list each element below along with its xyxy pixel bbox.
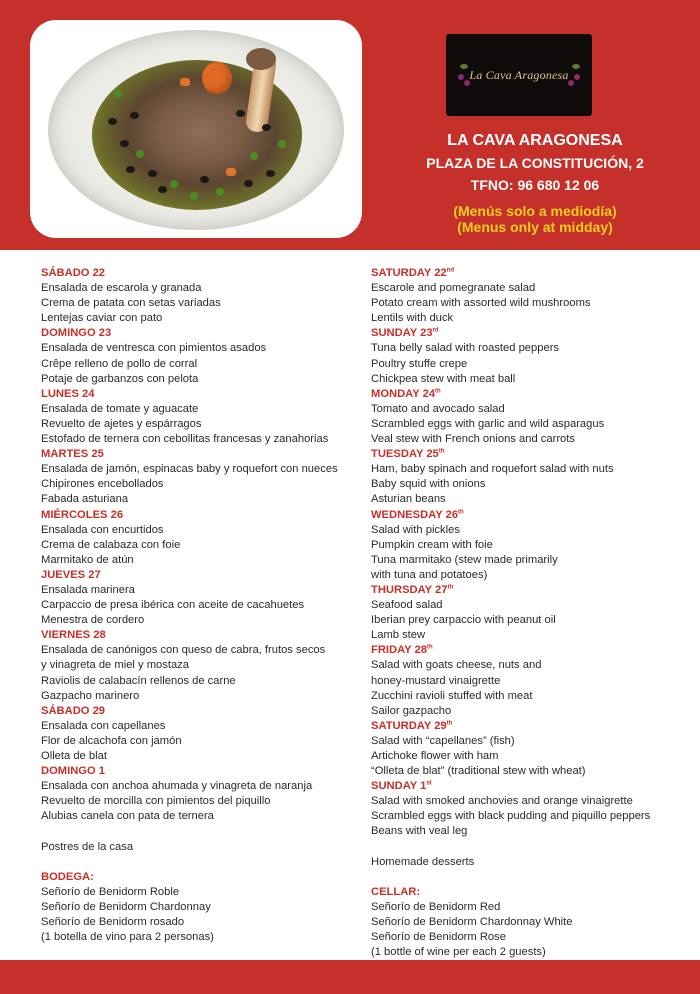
dish-item: Tuna belly salad with roasted peppers [371,342,560,355]
dish-item: Scrambled eggs with black pudding and piquillo peppers [371,810,651,823]
cellar-heading: BODEGA: [41,870,94,883]
dish-item: Ensalada de ventresca con pimientos asados [41,342,267,355]
dish-item: Crema de calabaza con foie [41,538,181,551]
dish-item: Potaje de garbanzos con pelota [41,372,199,385]
dish-item: Poultry stuffe crepe [371,357,468,370]
dish-item: Sailor gazpacho [371,704,452,717]
day-label: SUNDAY 23 [371,327,433,340]
day-heading [41,387,363,402]
menu-column-spanish [41,266,363,945]
day-heading [41,704,363,719]
day-label: MIÉRCOLES 26 [41,508,124,521]
dish-item: Ensalada de tomate y aguacate [41,402,199,415]
menu-note-es: (Menús solo a mediodía) [453,203,617,219]
day-heading [371,583,693,598]
dish-item: Potato cream with assorted wild mushrooms [371,297,591,310]
header-banner [0,0,700,250]
logo-text: La Cava Aragonesa [469,68,569,82]
day-ordinal-suffix: th [458,508,464,515]
dish-item: Ensalada con encurtidos [41,523,164,536]
dish-item: Ensalada marinera [41,583,135,596]
wine-item: Señorío de Benidorm Roble [41,885,180,898]
day-heading [41,266,363,281]
dish-item: Estofado de ternera con cebollitas francesas y zanahorias [41,433,329,446]
dish-item: Beans with veal leg [371,825,468,838]
dish-item: Chickpea stew with meat ball [371,372,516,385]
menu-note-en: (Menus only at midday) [457,219,613,235]
dish-item: Salad with goats cheese, nuts and [371,659,542,672]
day-label: WEDNESDAY 26 [371,508,459,521]
footer-banner [0,960,700,994]
dish-item: Veal stew with French onions and carrots [371,433,575,446]
wine-item: Señorío de Benidorm Chardonnay [41,900,211,913]
dish-item: Scrambled eggs with garlic and wild asparagus [371,417,605,430]
wine-item: Señorío de Benidorm rosado [41,916,185,929]
day-ordinal-suffix: th [438,448,445,455]
dish-item: Crema de patata con setas variadas [41,297,221,310]
day-label: SATURDAY 22 [371,267,447,279]
day-heading [371,779,693,794]
dish-item: Olleta de blat [41,750,107,762]
dish-item: Ensalada de jamón, espinacas baby y roquefort con nueces [41,463,338,476]
day-label: SÁBADO 22 [41,267,106,279]
day-ordinal-suffix: th [446,720,453,727]
dish-item: Ensalada de canónigos con queso de cabra, frutos secos [41,644,326,657]
desserts-line: Homemade desserts [371,855,475,868]
dish-item: Lentejas caviar con pato [41,312,163,325]
restaurant-phone: TFNO: 96 680 12 06 [470,177,600,193]
dish-item: Zucchini ravioli stuffed with meat [371,689,533,702]
day-ordinal-suffix: th [435,388,441,395]
dish-item: Ensalada con capellanes [41,719,166,732]
day-ordinal-suffix: rd [432,327,439,334]
menu-column-english [371,266,693,960]
day-label: DOMINGO 23 [41,327,112,340]
restaurant-logo [446,34,592,116]
dish-item: Tuna marmitako (stew made primarily [371,553,558,566]
dish-item: Artichoke flower with ham [371,750,499,762]
day-label: SUNDAY 1 [371,780,427,793]
day-heading [41,447,363,462]
day-ordinal-suffix: th [426,644,433,651]
day-label: LUNES 24 [41,387,95,400]
dish-item: Revuelto de ajetes y espárragos [41,417,202,430]
restaurant-name: LA CAVA ARAGONESA [447,132,623,149]
restaurant-address: PLAZA DE LA CONSTITUCIÓN, 2 [426,155,644,171]
bone-tip-image [246,48,276,70]
stew-photo [30,20,362,238]
day-label: SÁBADO 29 [41,704,106,717]
dish-item: Baby squid with onions [371,478,486,491]
wine-item: Señorío de Benidorm Chardonnay White [371,916,573,929]
dish-item: Salad with smoked anchovies and orange vinaigrette [371,795,633,808]
day-label: DOMINGO 1 [41,765,106,778]
dish-item: Gazpacho marinero [41,689,140,702]
day-heading [41,628,363,643]
day-heading [371,643,693,658]
dish-item: Raviolis de calabacín rellenos de carne [41,674,236,687]
day-heading [371,447,693,462]
day-heading [41,326,363,341]
day-label: MARTES 25 [41,448,104,461]
dish-item: “Olleta de blat” (traditional stew with wheat) [371,765,586,778]
wine-item: Señorío de Benidorm Rose [371,931,506,944]
day-label: JUEVES 27 [41,568,101,581]
wine-item: (1 botella de vino para 2 personas) [41,931,214,944]
day-heading [371,326,693,341]
day-heading [41,568,363,583]
dish-item: Crêpe relleno de pollo de corral [41,357,198,370]
dish-item: Ensalada con anchoa ahumada y vinagreta de naranja [41,780,313,793]
day-heading [371,387,693,402]
day-ordinal-suffix: th [447,584,454,591]
day-heading [41,508,363,523]
dish-item: Pumpkin cream with foie [371,538,493,551]
dish-item: Revuelto de morcilla con pimientos del piquillo [41,795,271,808]
day-ordinal-suffix: nd [446,267,454,274]
dish-item: Carpaccio de presa ibérica con aceite de cacahuetes [41,599,305,612]
dish-item: Marmitako de atún [41,553,134,566]
day-label: SATURDAY 29 [371,719,447,732]
dish-item: with tuna and potatoes) [371,568,488,581]
day-heading [41,764,363,779]
day-heading [371,266,693,281]
dish-item: Asturian beans [371,493,446,506]
dish-item: Tomato and avocado salad [371,402,505,415]
dish-item: Salad with “capellanes” (fish) [371,734,515,747]
dish-item: Alubias canela con pata de ternera [41,810,214,823]
day-heading [371,508,693,523]
day-heading [371,719,693,734]
dish-item: Lamb stew [371,629,426,642]
day-ordinal-suffix: st [426,780,432,787]
day-label: VIERNES 28 [41,629,106,642]
dish-item: Fabada asturiana [41,493,129,506]
dish-item: Lentils with duck [371,312,454,325]
carrot-image [202,62,232,94]
dish-item: Salad with pickles [371,523,460,536]
day-label: TUESDAY 25 [371,448,439,461]
wine-item: Señorío de Benidorm Red [371,900,501,913]
dish-item: Flor de alcachofa con jamón [41,734,182,747]
dish-item: y vinagreta de miel y mostaza [41,659,189,672]
cellar-heading: CELLAR: [371,885,421,898]
day-label: MONDAY 24 [371,387,436,400]
dish-item: Iberian prey carpaccio with peanut oil [371,614,556,627]
dish-item: Seafood salad [371,599,443,612]
dish-item: Ham, baby spinach and roquefort salad with nuts [371,463,614,476]
dish-item: Chipirones encebollados [41,478,164,491]
dish-item: honey-mustard vinaigrette [371,674,501,687]
dish-item: Ensalada de escarola y granada [41,282,202,295]
desserts-line: Postres de la casa [41,840,134,853]
day-label: THURSDAY 27 [371,583,448,596]
wine-item: (1 bottle of wine per each 2 guests) [371,946,546,959]
dish-item: Menestra de cordero [41,614,145,627]
day-label: FRIDAY 28 [371,644,427,657]
dish-item: Escarole and pomegranate salad [371,282,536,295]
